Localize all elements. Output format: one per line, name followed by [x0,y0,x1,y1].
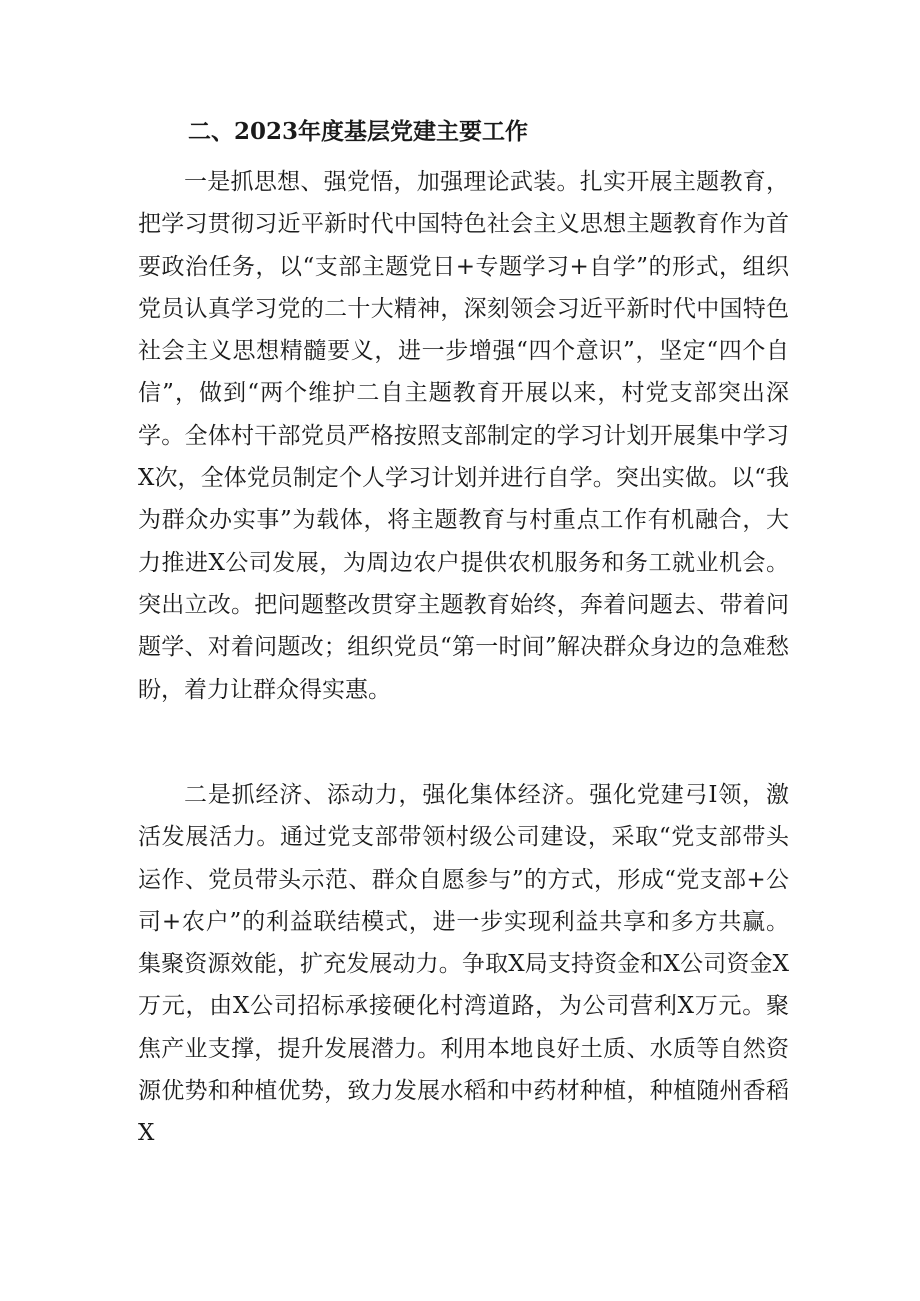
section-heading: 二、2023年度基层党建主要工作 [188,118,529,145]
paragraph-economy: 二是抓经济、添动力，强化集体经济。强化党建弓I领，激活发展活力。通过党支部带领村级公司建设，采取“党支部带头运作、党员带头示范、群众自愿参与”的方式，形成“党支部+公司+农户”的利益联结模式，进一步实现利益共享和多方共赢。集聚资源效能，扩充发展动力。争取X局支持资金和X公司资金X万元，由X公司招标承接硬化村湾道路，为公司营利X万元。聚焦产业支撑，提升发展潜力。利用本地良好土质、水质等自然资源优势和种植优势，致力发展水稻和中药材种植，种植随州香稻X [138,782,789,1147]
paragraph-ideology: 一是抓思想、强党悟，加强理论武装。扎实开展主题教育，把学习贯彻习近平新时代中国特色社会主义思想主题教育作为首要政治任务，以“支部主题党日+专题学习+自学”的形式，组织党员认真学习党的二十大精神，深刻领会习近平新时代中国特色社会主义思想精髓要义，进一步增强“四个意识”，坚定“四个自信”，做到“两个维护二自主题教育开展以来，村党支部突出深学。全体村干部党员严格按照支部制定的学习计划开展集中学习X次，全体党员制定个人学习计划并进行自学。突出实做。以“我为群众办实事”为载体，将主题教育与村重点工作有机融合，大力推进X公司发展，为周边农户提供农机服务和务工就业机会。突出立改。把问题整改贯穿主题教育始终，奔着问题去、带着问题学、对着问题改；组织党员“第一时间”解决群众身边的急难愁盼，着力让群众得实惠。 [138,169,789,703]
